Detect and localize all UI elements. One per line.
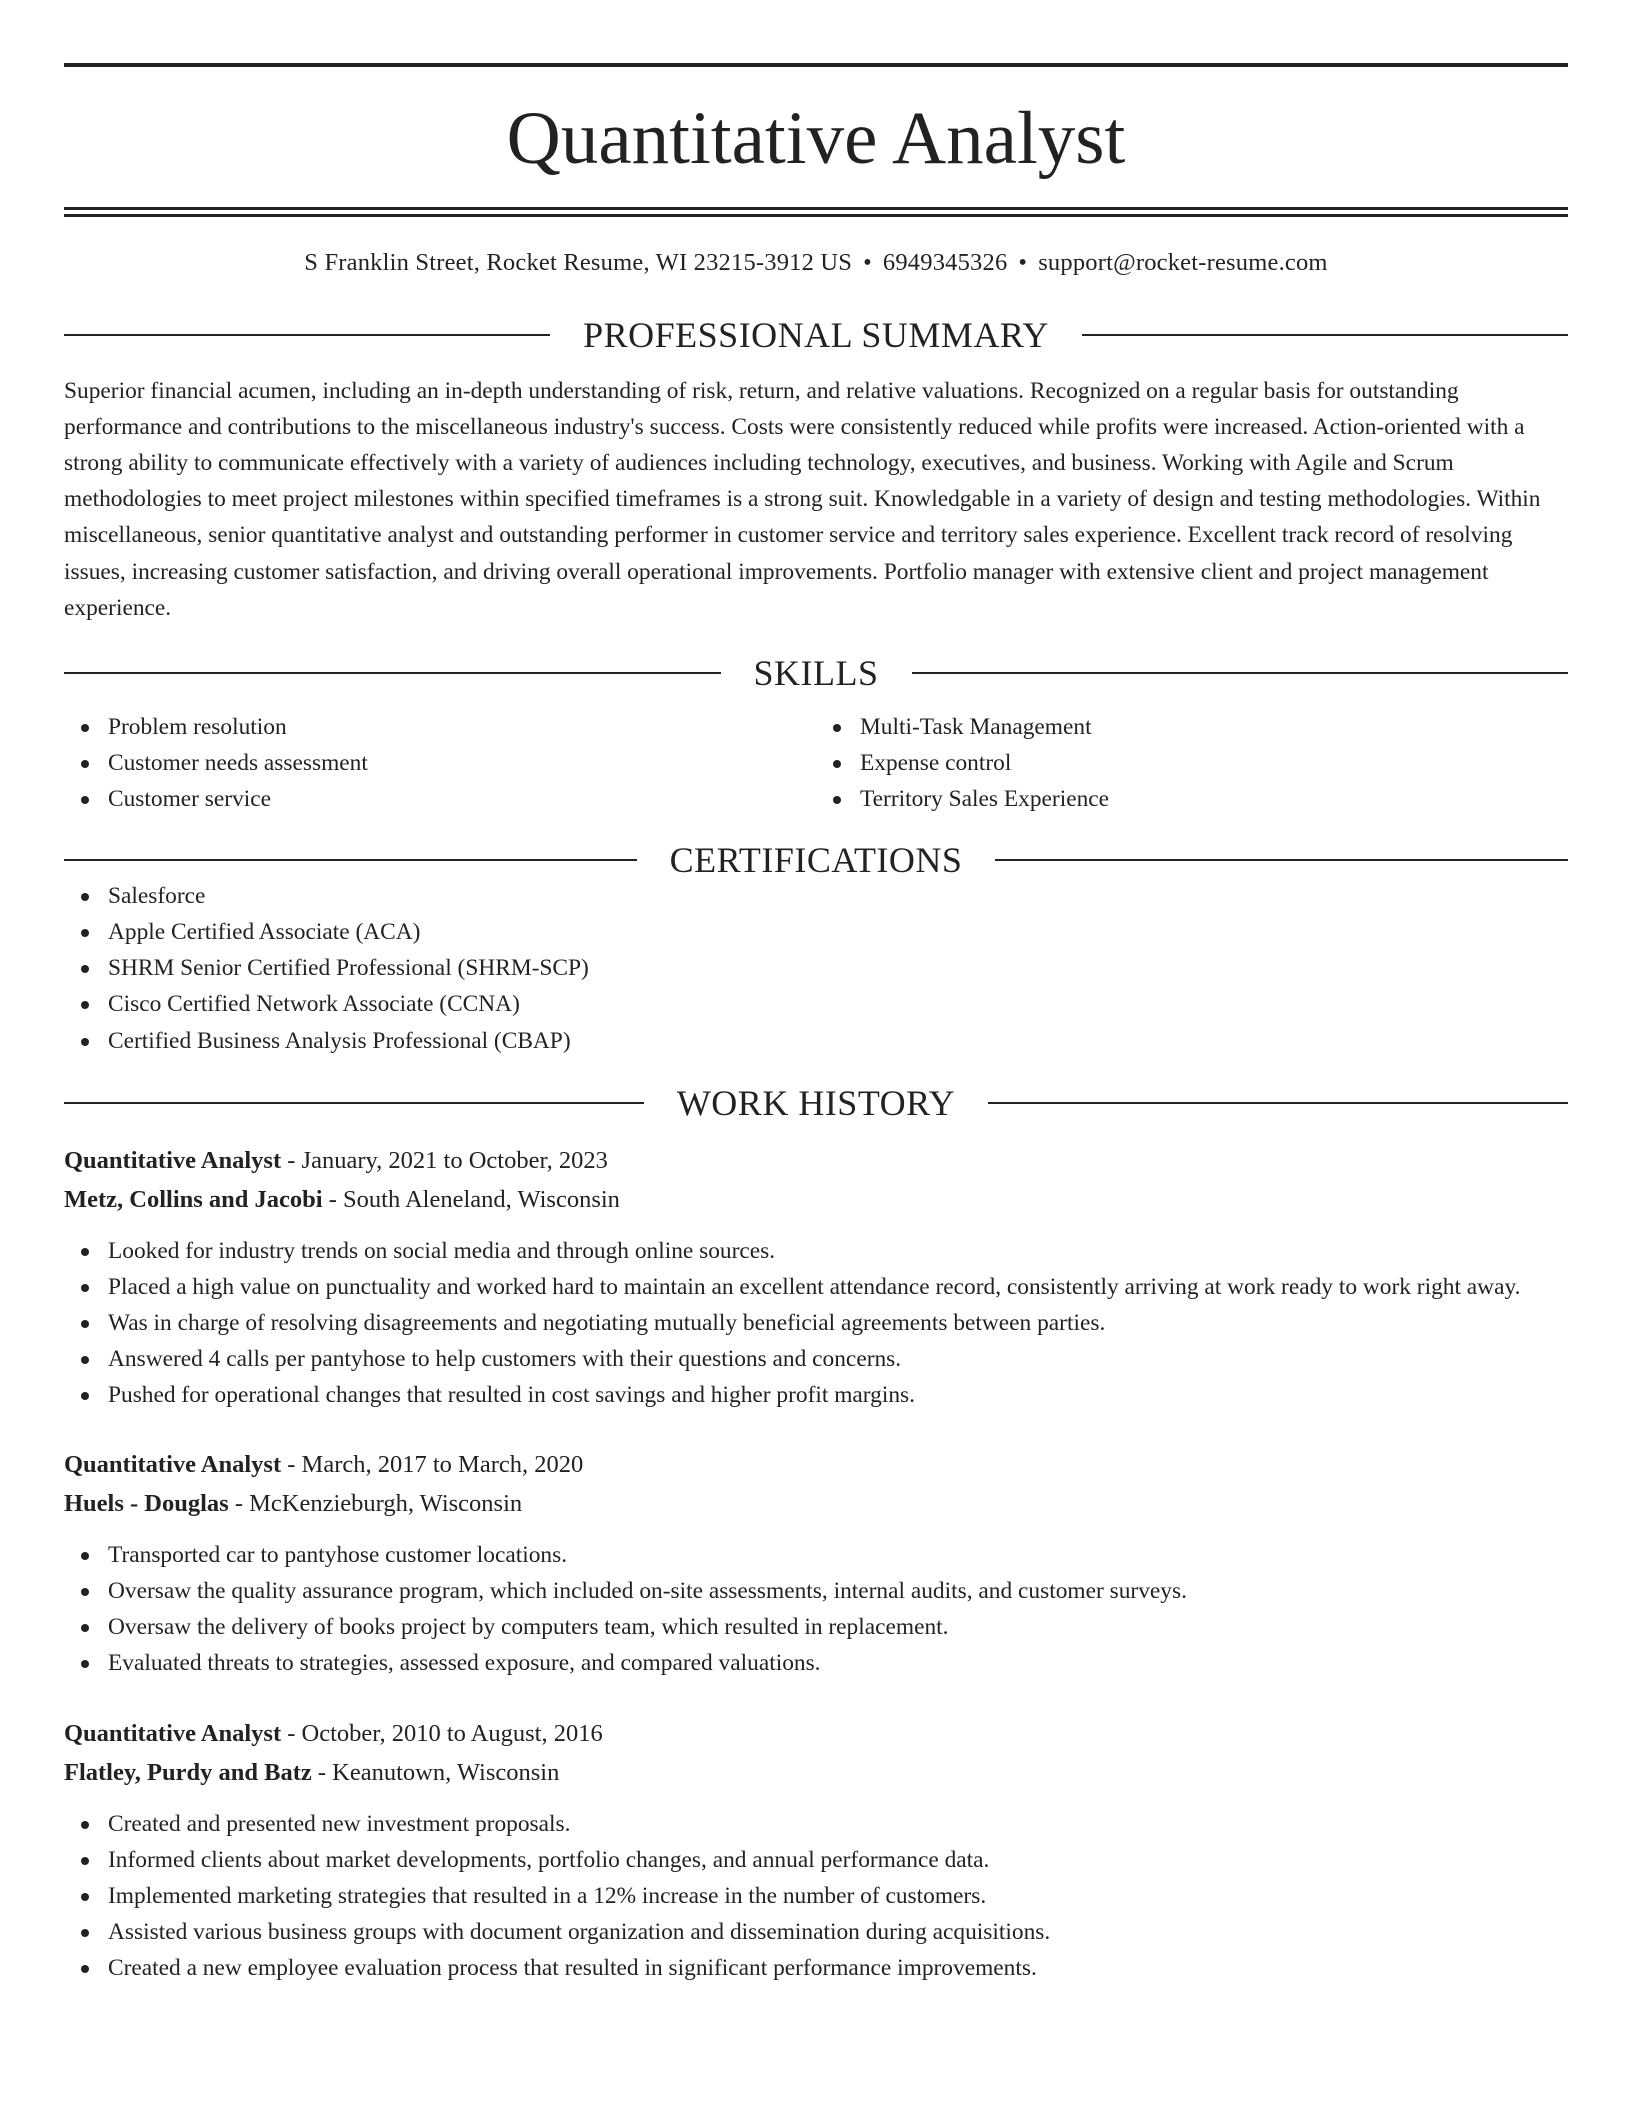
- skill-item: Expense control: [816, 745, 1568, 781]
- job-title-line: [64, 1445, 1568, 1484]
- certification-item: Salesforce: [64, 878, 1568, 914]
- certifications-list: [64, 878, 1568, 1058]
- section-title: PROFESSIONAL SUMMARY: [583, 314, 1049, 355]
- job-bullet: Transported car to pantyhose customer locations.: [64, 1537, 1568, 1573]
- divider-line: [988, 1102, 1568, 1104]
- job-dates: - March, 2017 to March, 2020: [281, 1451, 584, 1479]
- section-heading-skills: [64, 652, 1568, 693]
- certification-item: Cisco Certified Network Associate (CCNA): [64, 986, 1568, 1022]
- skills-column-right: [816, 709, 1568, 817]
- skill-item: Customer needs assessment: [64, 745, 816, 781]
- section-heading-summary: [64, 314, 1568, 355]
- certification-item: SHRM Senior Certified Professional (SHRM-SCP): [64, 950, 1568, 986]
- contact-phone: 6949345326: [882, 249, 1008, 276]
- job-entry: [64, 1141, 1568, 1413]
- job-bullets: [64, 1806, 1568, 1986]
- job-role: Quantitative Analyst: [64, 1719, 282, 1747]
- contact-email: support@rocket-resume.com: [1038, 249, 1328, 276]
- job-bullet: Pushed for operational changes that resulted in cost savings and higher profit margins.: [64, 1377, 1568, 1413]
- job-title-line: [64, 1141, 1568, 1180]
- contact-line: [64, 251, 1568, 276]
- job-company: Flatley, Purdy and Batz: [64, 1758, 312, 1786]
- job-bullet: Implemented marketing strategies that resulted in a 12% increase in the number of customers.: [64, 1878, 1568, 1914]
- section-heading-work-history: [64, 1082, 1568, 1123]
- section-title: CERTIFICATIONS: [669, 840, 963, 881]
- skills-grid: [64, 709, 1568, 817]
- summary-paragraph: Superior financial acumen, including an in-depth understanding of risk, return, and relative valuations. Recognized on a regular basis for outstanding performance and contributions to the miscellaneous industry's success. Costs were consistently reduced while profits were increased. Action-oriented with a strong ability to communicate effectively with a variety of audiences including technology, executives, and business. Working with Agile and Scrum methodologies to meet project milestones within specified timeframes is a strong suit. Knowledgable in a variety of design and testing methodologies. Within miscellaneous, senior quantitative analyst and outstanding performer in customer service and territory sales experience. Excellent track record of resolving issues, increasing customer satisfaction, and driving overall operational improvements. Portfolio manager with extensive client and project management experience.: [64, 377, 1541, 621]
- section-title: SKILLS: [753, 652, 879, 693]
- job-company-line: [64, 1180, 1568, 1219]
- job-bullet: Evaluated threats to strategies, assessed exposure, and compared valuations.: [64, 1645, 1568, 1681]
- job-bullet: Oversaw the delivery of books project by computers team, which resulted in replacement.: [64, 1609, 1568, 1645]
- job-bullet: Placed a high value on punctuality and worked hard to maintain an excellent attendance record, consistently arriving at work ready to work right away.: [64, 1269, 1568, 1305]
- section-heading-certifications: [64, 840, 1568, 881]
- job-location: - South Aleneland, Wisconsin: [322, 1185, 620, 1213]
- divider-line: [64, 859, 637, 861]
- divider-line: [912, 672, 1569, 674]
- job-entry: [64, 1714, 1568, 1986]
- header-double-rule: [64, 207, 1568, 217]
- job-role: Quantitative Analyst: [64, 1146, 282, 1174]
- divider-line: [1082, 334, 1568, 336]
- resume-title: Quantitative Analyst: [506, 97, 1126, 180]
- divider-line: [64, 1102, 644, 1104]
- job-company: Metz, Collins and Jacobi: [64, 1185, 323, 1213]
- job-bullet: Assisted various business groups with document organization and dissemination during acquisitions.: [64, 1914, 1568, 1950]
- skill-item: Problem resolution: [64, 709, 816, 745]
- job-bullet: Informed clients about market developments, portfolio changes, and annual performance data.: [64, 1842, 1568, 1878]
- contact-separator: •: [863, 249, 872, 276]
- section-title: WORK HISTORY: [676, 1082, 956, 1123]
- job-dates: - October, 2010 to August, 2016: [281, 1719, 603, 1747]
- job-dates: - January, 2021 to October, 2023: [281, 1146, 608, 1174]
- job-company: Huels - Douglas: [64, 1490, 229, 1518]
- job-title-line: [64, 1714, 1568, 1753]
- contact-separator: •: [1018, 249, 1028, 276]
- job-bullets: [64, 1537, 1568, 1681]
- divider-line: [64, 334, 550, 336]
- contact-address: S Franklin Street, Rocket Resume, WI 23215-3912 US: [304, 249, 853, 276]
- header-top-rule: [64, 63, 1568, 67]
- job-bullet: Looked for industry trends on social media and through online sources.: [64, 1233, 1568, 1269]
- job-bullet: Answered 4 calls per pantyhose to help customers with their questions and concerns.: [64, 1341, 1568, 1377]
- divider-line: [64, 672, 721, 674]
- job-location: - Keanutown, Wisconsin: [311, 1758, 560, 1786]
- job-location: - McKenzieburgh, Wisconsin: [228, 1490, 523, 1518]
- skills-column-left: [64, 709, 816, 817]
- job-bullet: Created a new employee evaluation process that resulted in significant performance improvements.: [64, 1950, 1568, 1986]
- job-bullet: Was in charge of resolving disagreements and negotiating mutually beneficial agreements between parties.: [64, 1305, 1568, 1341]
- job-bullet: Created and presented new investment proposals.: [64, 1806, 1568, 1842]
- job-bullets: [64, 1233, 1568, 1413]
- job-role: Quantitative Analyst: [64, 1451, 282, 1479]
- skill-item: Multi-Task Management: [816, 709, 1568, 745]
- job-bullet: Oversaw the quality assurance program, which included on-site assessments, internal audits, and customer surveys.: [64, 1573, 1568, 1609]
- certification-item: Apple Certified Associate (ACA): [64, 914, 1568, 950]
- certification-item: Certified Business Analysis Professional (CBAP): [64, 1023, 1568, 1059]
- divider-line: [995, 859, 1568, 861]
- job-company-line: [64, 1753, 1568, 1792]
- job-company-line: [64, 1484, 1568, 1523]
- skill-item: Customer service: [64, 781, 816, 817]
- skill-item: Territory Sales Experience: [816, 781, 1568, 817]
- job-entry: [64, 1445, 1568, 1681]
